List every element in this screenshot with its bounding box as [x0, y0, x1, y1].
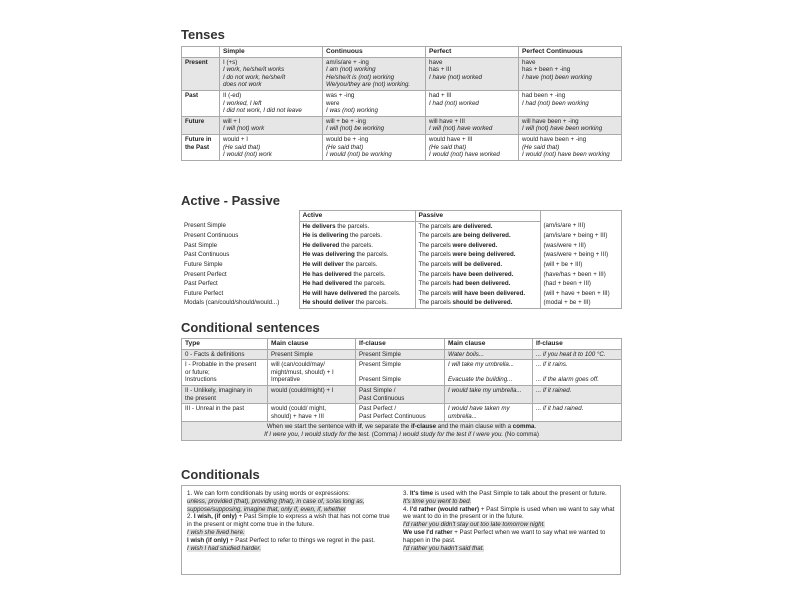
cond-cell-line: Past Continuous [359, 394, 405, 402]
tense-cell [426, 57, 519, 90]
note-bold: if-clause [410, 423, 437, 431]
cond-header: If-clause [356, 339, 445, 350]
ap-tense: Past Continuous [184, 251, 230, 259]
tense-cell-line: am/is/are + -ing [326, 58, 369, 66]
ap-passive-subject: The parcels [418, 222, 453, 230]
active-passive-row [181, 270, 621, 280]
point-text: 2. [187, 513, 194, 521]
ap-form: (will + have + been + III) [540, 289, 621, 299]
cond-row [182, 404, 622, 422]
ap-passive [415, 231, 540, 241]
point-bold: I wish, (if only) [193, 513, 237, 521]
ap-active [299, 289, 415, 299]
tense-cell-line: does not work [223, 81, 262, 89]
tense-cell-line: We/you/they are (not) working. [326, 81, 411, 89]
conditionals-title: Conditionals [181, 467, 260, 482]
tense-cell-line: I will (not) work [223, 125, 265, 133]
tenses-header [182, 47, 220, 58]
grammar-page [181, 0, 621, 600]
cond-cell-type [182, 385, 268, 403]
cond-cell-if [356, 404, 445, 422]
ap-active-object: the parcels. [354, 251, 389, 259]
ap-passive [415, 241, 540, 251]
cond-cell-line: Present Simple [359, 350, 401, 358]
cond-cell-ex-main [445, 385, 533, 403]
point-bold: I wish (if only) [187, 536, 229, 544]
ap-passive-subject: The parcels [418, 232, 453, 240]
ap-active-verb: He has delivered [302, 270, 352, 278]
conditionals-box [181, 485, 621, 575]
note-example: I would study for the test if I were you. [399, 430, 504, 438]
ap-active-object: the parcels. [354, 299, 388, 307]
point-text: + Past Simple is used when we want to say what we want to do in the present or in the future. [403, 505, 615, 521]
cond-row [182, 385, 622, 403]
cond-cell-line: should) + have + III [271, 412, 324, 420]
tense-cell [519, 57, 622, 90]
ap-passive [415, 289, 540, 299]
conditionals-point [403, 506, 615, 529]
cond-cell-line: will (can/could/may/ [271, 361, 325, 369]
tense-cell-line: would have + III [429, 135, 473, 143]
ap-active-object: the parcels. [343, 260, 378, 268]
tense-cell-line: would be + -ing [326, 135, 369, 143]
ap-active-verb: He is delivering [302, 232, 349, 240]
tenses-header: Perfect Continuous [519, 47, 622, 58]
tenses-row [182, 57, 622, 90]
ap-passive [415, 260, 540, 270]
ap-active [299, 298, 415, 308]
cond-cell-line: Past Simple / [359, 386, 396, 394]
ap-tense: Future Simple [184, 260, 223, 268]
point-text: 4. [403, 505, 410, 513]
ap-passive-subject: The parcels [418, 251, 453, 259]
ap-passive-verb: were delivered. [452, 241, 498, 249]
cond-cell-ex-if [533, 349, 622, 360]
point-text: 1. We can form conditionals by using words or expressions: [187, 490, 350, 497]
conditional-sentences-title: Conditional sentences [181, 320, 320, 335]
cond-cell-main [268, 385, 356, 403]
ap-active-object: the parcels. [339, 241, 374, 249]
note-bold: if [357, 423, 362, 431]
cond-cell-line: ... if it rains. [536, 361, 568, 369]
tense-cell [220, 90, 323, 116]
tense-cell-line: I will (not) have worked [429, 125, 493, 133]
cond-note-row [182, 422, 622, 440]
ap-passive [415, 298, 540, 308]
ap-tense: Past Perfect [184, 280, 218, 288]
cond-note [182, 422, 622, 440]
point-text: 3. [403, 490, 410, 497]
tense-cell-line: have [522, 58, 536, 66]
active-passive-row [181, 289, 621, 299]
conditionals-left-column [187, 490, 393, 552]
ap-active [299, 270, 415, 280]
tense-cell-line: I had (not) worked [429, 99, 479, 107]
conditional-sentences-table [181, 338, 622, 441]
tense-cell-line: were [326, 99, 340, 107]
ap-passive-subject: The parcels [418, 299, 453, 307]
cond-cell-line: would (could/ might, [271, 405, 327, 413]
ap-passive-verb: are delivered. [452, 222, 493, 230]
point-example: I'd rather you hadn't said that. [403, 544, 485, 552]
ap-passive-subject: The parcels [418, 270, 453, 278]
conditionals-point [187, 513, 393, 536]
tense-cell [220, 57, 323, 90]
cond-cell-ex-main [445, 404, 533, 422]
cond-cell-ex-main [445, 360, 533, 386]
ap-active [299, 241, 415, 251]
tense-cell-line: I had (not) been working [522, 99, 589, 107]
cond-cell-line: ... if it had rained. [536, 405, 584, 413]
point-text: + Past Perfect when we want to say what we wanted to happen in the past. [403, 528, 606, 544]
cond-header-row [182, 339, 622, 350]
ap-tense: Present Perfect [184, 270, 227, 278]
tense-cell [426, 90, 519, 116]
ap-active-object: the parcels. [366, 289, 401, 297]
ap-active-verb: He had delivered [302, 280, 353, 288]
note-text: and the main clause with a [436, 423, 513, 431]
ap-passive-subject: The parcels [418, 260, 453, 268]
ap-active-verb: He delivered [302, 241, 340, 249]
tense-cell-line: I was (not) working [326, 107, 378, 115]
note-example: If I were you, I would study for the test. [264, 430, 371, 438]
tense-cell-line: will have + III [429, 117, 465, 125]
tense-cell [220, 134, 323, 160]
tense-cell [220, 116, 323, 134]
ap-form: (am/is/are + being + III) [540, 231, 621, 241]
tenses-header: Continuous [323, 47, 426, 58]
tense-label: Future [182, 116, 220, 134]
ap-active-object: the parcels. [348, 232, 382, 240]
tense-cell [519, 116, 622, 134]
tense-cell-line: I have (not) been working [522, 73, 592, 81]
tense-cell-line: He/she/it is (not) working [326, 73, 395, 81]
tense-cell-line: I have (not) worked [429, 73, 482, 81]
ap-active-object: the parcels. [351, 270, 386, 278]
cond-cell-line: Water boils... [448, 350, 484, 358]
cond-cell-line: might/must, should) + I [271, 368, 334, 376]
cond-header: Main clause [268, 339, 356, 350]
cond-cell-line: Past Perfect Continuous [359, 412, 426, 420]
ap-passive [415, 221, 540, 231]
tenses-header-row [182, 47, 622, 58]
tense-cell-line: I (+s) [223, 58, 238, 66]
cond-cell-ex-if [533, 385, 622, 403]
point-text: + Past Simple to express a wish that has not come true in the present or might come true in the future. [187, 513, 390, 529]
cond-cell-main [268, 349, 356, 360]
cond-cell-line: Present Simple [271, 350, 313, 358]
tense-cell-line: (He said that) [223, 143, 261, 151]
tense-cell-line: has + been + -ing [522, 66, 571, 74]
cond-header: Type [182, 339, 268, 350]
ap-active-verb: He will deliver [302, 260, 344, 268]
note-bold: comma [512, 423, 535, 431]
ap-passive-subject: The parcels [418, 289, 453, 297]
tense-cell-line: I did not work, I did not leave [223, 107, 302, 115]
ap-passive-verb: will have been delivered. [452, 289, 526, 297]
point-text: + Past Perfect to refer to things we regret in the past. [228, 536, 375, 544]
ap-passive-verb: have been delivered. [452, 270, 514, 278]
tenses-header: Perfect [426, 47, 519, 58]
cond-row [182, 360, 622, 386]
tense-cell-line: (He said that) [429, 143, 467, 151]
active-header: Active [299, 211, 415, 222]
conditionals-right-column [403, 490, 615, 552]
point-example: unless, provided (that), providing (that), in case of, so/as long as, suppose/supposing, imagine that, only if, even, if, whether [187, 497, 365, 513]
cond-cell-line: Present Simple [359, 376, 401, 384]
ap-tense: Modals (can/could/should/would...) [184, 299, 280, 307]
tense-label: Past [182, 90, 220, 116]
tense-cell-line: would + I [223, 135, 248, 143]
ap-form: (was/were + being + III) [540, 250, 621, 260]
ap-tense: Future Perfect [184, 289, 224, 297]
ap-form: (have/has + been + III) [540, 270, 621, 280]
tense-cell-line: I would (not) work [223, 151, 272, 159]
cond-cell-type [182, 404, 268, 422]
ap-form: (had + been + III) [540, 279, 621, 289]
tense-cell [519, 90, 622, 116]
ap-active-object: the parcels. [335, 222, 370, 230]
note-text: . [534, 423, 537, 431]
ap-form: (will + be + III) [540, 260, 621, 270]
tense-cell [323, 90, 426, 116]
cond-cell-line: Past Perfect / [359, 405, 397, 413]
cond-row [182, 349, 622, 360]
point-example: I wish she lived here. [187, 528, 245, 536]
tense-cell-line: would have been + -ing [522, 135, 587, 143]
active-passive-row [181, 231, 621, 241]
active-passive-table [181, 210, 622, 309]
ap-passive-verb: are being delivered. [452, 232, 511, 240]
ap-passive-verb: were being delivered. [452, 251, 516, 259]
ap-passive-verb: had been delivered. [452, 280, 511, 288]
ap-passive-verb: will be delivered. [452, 260, 503, 268]
tense-cell-line: I work, he/she/it works [223, 66, 285, 74]
ap-passive [415, 250, 540, 260]
ap-active [299, 250, 415, 260]
cond-cell-line: ... if the alarm goes off. [536, 376, 599, 384]
cond-cell-line: I would take my umbrella... [448, 386, 522, 394]
ap-active [299, 260, 415, 270]
tense-cell-line: I would (not) be working [326, 151, 392, 159]
cond-cell-line: would (could/might) + I [271, 386, 334, 394]
cond-cell-line: ... if you heat it to 100 °C. [536, 350, 606, 358]
tense-cell-line: I would (not) have worked [429, 151, 500, 159]
cond-header: Main clause [445, 339, 533, 350]
ap-active-verb: He was delivering [302, 251, 355, 259]
tense-cell-line: had + III [429, 91, 452, 99]
active-passive-row [181, 241, 621, 251]
conditionals-point [403, 490, 615, 506]
tense-cell-line: has + III [429, 66, 452, 74]
active-passive-header-row [181, 211, 621, 222]
ap-tense: Present Simple [184, 222, 226, 230]
active-passive-row [181, 260, 621, 270]
cond-cell-line: 0 - Facts & definitions [185, 350, 245, 358]
tense-cell [519, 134, 622, 160]
tense-label: Future in the Past [182, 134, 220, 160]
cond-cell-line: Evacuate the building... [448, 376, 513, 384]
cond-cell-ex-if [533, 360, 622, 386]
cond-cell-ex-main [445, 349, 533, 360]
point-bold: We use I'd rather [403, 528, 453, 536]
tense-cell-line: I worked, I left [223, 99, 262, 107]
cond-cell-line: II - Unlikely, imaginary in [185, 386, 252, 394]
tense-cell-line: (He said that) [326, 143, 364, 151]
ap-tense: Present Continuous [184, 232, 239, 240]
tense-cell-line: will + I [223, 117, 241, 125]
tense-cell [426, 134, 519, 160]
cond-cell-line [448, 369, 529, 377]
cond-cell-type [182, 349, 268, 360]
point-example: I'd rather you didn't stay out too late tomorrow night. [403, 521, 546, 529]
tenses-title: Tenses [181, 27, 225, 42]
point-example: I wish I had studied harder. [187, 544, 262, 552]
ap-tense: Past Simple [184, 241, 218, 249]
tenses-table [181, 46, 622, 161]
passive-header: Passive [415, 211, 540, 222]
ap-active-verb: He delivers [302, 222, 336, 230]
active-passive-title: Active - Passive [181, 193, 281, 208]
point-text: is used with the Past Simple to talk about the present or future. [433, 490, 607, 497]
cond-cell-main [268, 360, 356, 386]
ap-passive-verb: should be delivered. [452, 299, 513, 307]
cond-cell-type [182, 360, 268, 386]
ap-form: (am/is/are + III) [540, 221, 621, 231]
ap-active [299, 279, 415, 289]
tense-cell-line: had been + -ing [522, 91, 566, 99]
ap-form: (modal + be + III) [540, 298, 621, 308]
ap-active-verb: He should deliver [302, 299, 355, 307]
cond-cell-line: umbrella... [448, 412, 477, 420]
cond-cell-if [356, 349, 445, 360]
ap-passive [415, 279, 540, 289]
tense-cell-line: II (-ed) [223, 91, 242, 99]
tense-cell-line: I do not work, he/she/it [223, 73, 286, 81]
tense-cell-line: will have been + -ing [522, 117, 579, 125]
cond-cell-line: I - Probable in the present [185, 361, 257, 369]
tense-cell-line: (He said that) [522, 143, 560, 151]
active-passive-row [181, 221, 621, 231]
tenses-row [182, 134, 622, 160]
active-passive-row [181, 250, 621, 260]
conditionals-point [187, 490, 393, 513]
active-passive-row [181, 279, 621, 289]
active-passive-header-empty [181, 211, 299, 222]
tense-label: Present [182, 57, 220, 90]
conditionals-point [187, 537, 393, 553]
cond-cell-ex-if [533, 404, 622, 422]
tenses-row [182, 90, 622, 116]
tense-cell-line: I am (not) working [326, 66, 376, 74]
active-passive-row [181, 298, 621, 308]
ap-passive-subject: The parcels [418, 280, 453, 288]
conditionals-point [403, 529, 615, 552]
ap-active-verb: He will have delivered [302, 289, 367, 297]
ap-passive [415, 270, 540, 280]
cond-cell-if [356, 360, 445, 386]
point-bold: I'd rather (would rather) [409, 505, 480, 513]
tense-cell-line: I would (not) have been working [522, 151, 610, 159]
cond-cell-line [359, 369, 441, 377]
tense-cell-line: I will (not) be working [326, 125, 385, 133]
cond-cell-if [356, 385, 445, 403]
cond-cell-line [536, 369, 618, 377]
tense-cell [426, 116, 519, 134]
ap-active-object: the parcels. [352, 280, 386, 288]
ap-passive-subject: The parcels [418, 241, 453, 249]
tense-cell [323, 57, 426, 90]
tense-cell [323, 134, 426, 160]
cond-cell-line: ... if it rained. [536, 386, 572, 394]
tense-cell-line: was + -ing [326, 91, 355, 99]
tense-cell [323, 116, 426, 134]
cond-cell-line: Instructions [185, 376, 217, 384]
ap-form: (was/were + III) [540, 241, 621, 251]
note-text: (Comma) [370, 430, 400, 438]
note-text: When we start the sentence with [266, 423, 358, 431]
tense-cell-line: will + be + -ing [326, 117, 366, 125]
ap-active [299, 221, 415, 231]
cond-header: If-clause [533, 339, 622, 350]
tense-cell-line: have [429, 58, 443, 66]
note-text: , we separate the [361, 423, 411, 431]
tenses-row [182, 116, 622, 134]
active-passive-header-empty [540, 211, 621, 222]
tense-cell-line: I will (not) have been working [522, 125, 603, 133]
point-example: It's time you went to bed. [403, 497, 472, 505]
cond-cell-line: or future; [185, 368, 210, 376]
cond-cell-line: Present Simple [359, 361, 401, 369]
tenses-header: Simple [220, 47, 323, 58]
cond-cell-line: I would have taken my [448, 405, 510, 413]
ap-active [299, 231, 415, 241]
cond-cell-line: I will take my umbrella... [448, 361, 515, 369]
cond-cell-line: the present [185, 394, 216, 402]
note-text: (No comma) [503, 430, 539, 438]
cond-cell-line: III - Unreal in the past [185, 405, 245, 413]
cond-cell-line: Imperative [271, 376, 300, 384]
point-bold: It's time [409, 490, 434, 497]
cond-cell-main [268, 404, 356, 422]
